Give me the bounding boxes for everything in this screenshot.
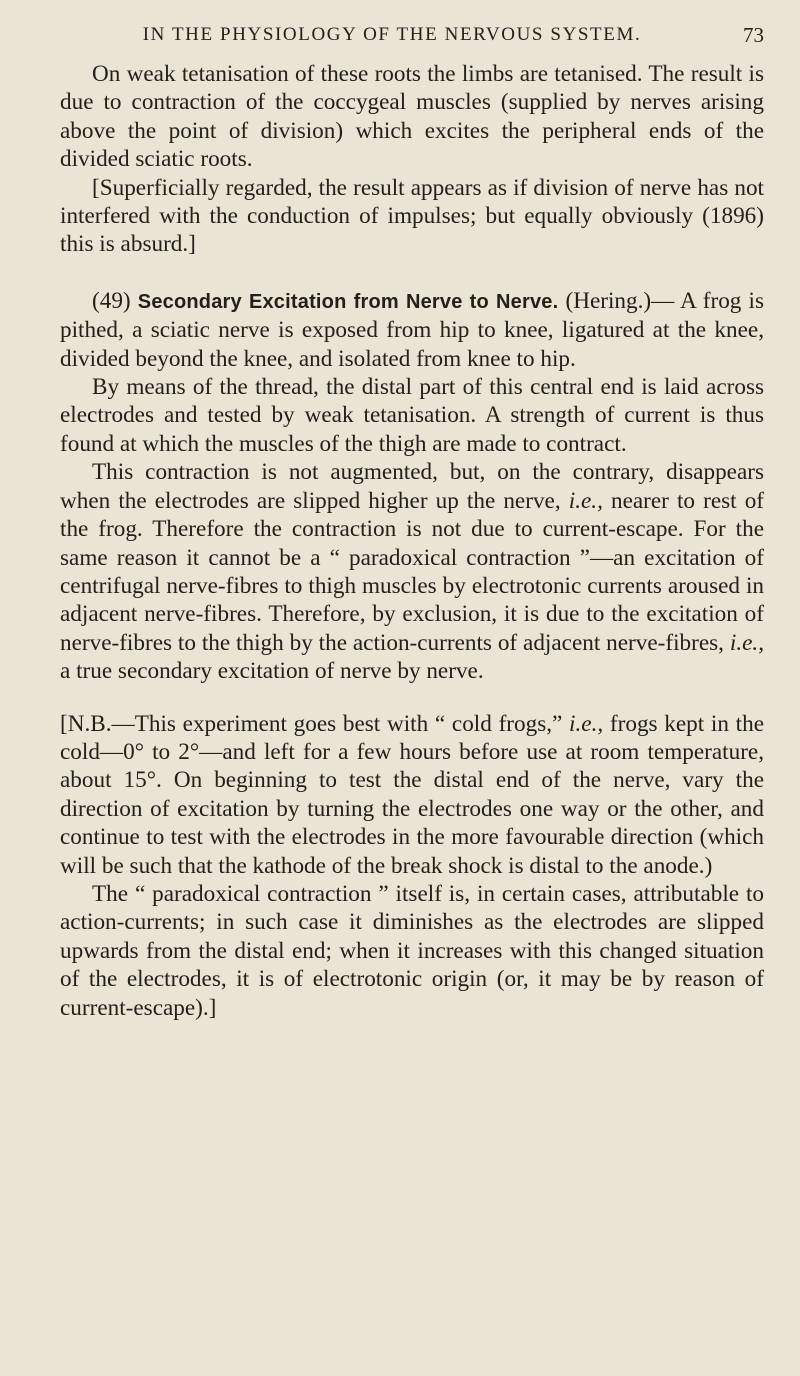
paragraph-tetanisation: On weak tetanisation of these roots the limbs are tetanised. The result is due to contraction of the coccygeal muscles (supplied by nerves arising above the point of division) which excites the peripheral ends of the divided sciatic roots. bbox=[60, 61, 764, 173]
text-run: frogs kept in the cold—0° to 2°—and left for a few hours before use at room temperature, about 15°. On beginning to test the distal end of the nerve, vary the direction of excitation by turning the electrodes one way or the other, and continue to test with the electrodes in the more favourable direction (which will be such that the kathode of the break shock is distal to the anode.) bbox=[60, 710, 765, 879]
paragraph-contraction bbox=[60, 458, 764, 685]
text-run: This contraction is not augmented, but, on the contrary, disappears when the electrodes are slipped higher up the nerve, bbox=[60, 459, 764, 514]
section-number: (49) bbox=[92, 287, 131, 314]
text-run: [N.B.—This experiment goes best with “ cold frogs,” bbox=[60, 710, 563, 737]
paragraph-paradoxical: The “ paradoxical contraction ” itself is, in certain cases, attributable to action-currents; in such case it diminishes as the electrodes are slipped upwards from the distal end; when it increases with this changed situation of the electrodes, it is of electrotonic origin (or, it may be by reason of current-escape).] bbox=[60, 880, 764, 1021]
text-run: nearer to rest of the frog. Therefore the contraction is not due to current-escape. For the same reason it cannot be a “ paradoxical contraction ”—an excitation of centrifugal nerve-fibres to thigh muscles by electrotonic currents aroused in adjacent nerve-fibres. Therefore, by exclusion, it is due to the excitation of nerve-fibres to the thigh by the action-currents of adjacent nerve-fibres, bbox=[60, 487, 765, 656]
paragraph-nb-note bbox=[60, 710, 764, 880]
paragraph-superficial-note: [Superficially regarded, the result appears as if division of nerve has not interfered with the conduction of impulses; but equally obviously (1896) this is absurd.] bbox=[60, 174, 764, 258]
page-body bbox=[60, 60, 764, 1022]
italic-ie: i.e., bbox=[569, 710, 604, 737]
section-intro-text: (Hering.)— A frog is pithed, a sciatic nerve is exposed from hip to knee, ligatured at the knee, divided beyond the knee, and isolated from knee to hip. bbox=[60, 287, 764, 372]
italic-ie: i.e., bbox=[568, 487, 603, 514]
italic-ie: i.e., bbox=[729, 629, 764, 656]
text-run: a true secondary excitation of nerve by nerve. bbox=[60, 658, 484, 685]
paragraph-section-49 bbox=[60, 287, 764, 373]
running-title: IN THE PHYSIOLOGY OF THE NERVOUS SYSTEM. bbox=[142, 24, 642, 45]
running-header bbox=[60, 18, 764, 52]
paragraph-thread-method: By means of the thread, the distal part of this central end is laid across electrodes and tested by weak tetanisation. A strength of current is thus found at which the muscles of the thigh are made to contract. bbox=[60, 374, 764, 457]
page-number: 73 bbox=[743, 23, 764, 47]
section-heading: Secondary Excitation from Nerve to Nerve. bbox=[137, 290, 559, 313]
